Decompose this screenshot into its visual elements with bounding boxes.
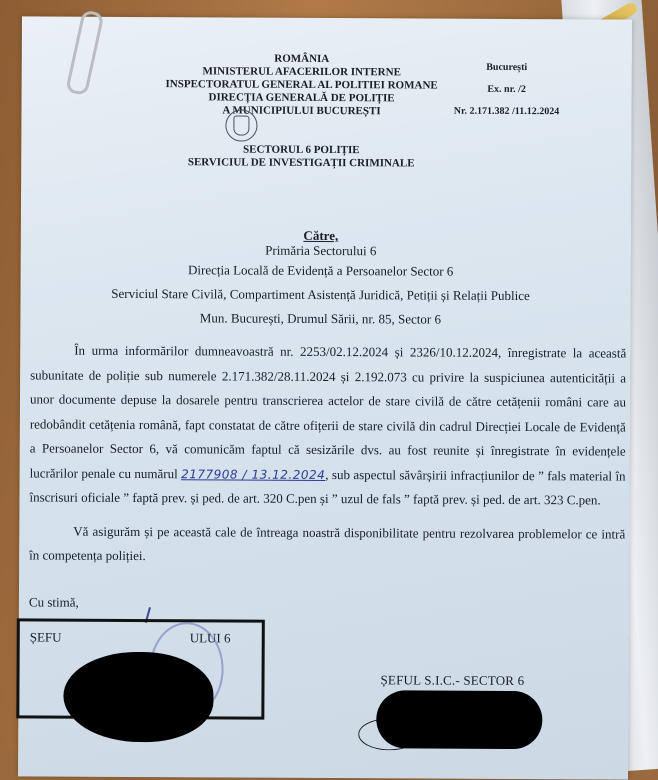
handwritten-case-number: 2177908 / 13.12.2024 <box>181 466 326 482</box>
redaction-left <box>63 652 213 743</box>
reference-block <box>421 57 591 124</box>
letterhead-line: A MUNICIPIULUI BUCUREȘTI <box>222 104 381 118</box>
police-crest-icon <box>225 109 257 141</box>
left-signature-box <box>16 618 265 719</box>
letterhead-line: ROMÂNIA <box>274 52 330 66</box>
recipient-line: Primăria Sectorului 6 <box>265 242 377 259</box>
registration-number: Nr. 2.171.382 /11.12.2024 <box>453 105 560 118</box>
recipient-line: Mun. București, Drumul Sării, nr. 85, Sector 6 <box>199 310 442 327</box>
salutation: Către, <box>303 227 339 244</box>
paragraph-2: Vă asigurăm și pe această cale de întreaga noastră disponibilitate pentru rezolvarea problemelor ce intră în competența poliției. <box>29 523 626 564</box>
recipient-block <box>80 227 561 333</box>
paragraph-1-text: În urma informărilor dumneavoastră nr. 2253/02.12.2024 și 2326/10.12.2024, înregistrate la această subunitate de poliție sub numerele 2.171.382/28.11.2024 și 2.192.073 cu privire la suspiciunea autenticității a unor documente depuse la dosarele pentru transcrierea actelor de stare civilă de către cetățenii români care au redobândit cetățenia română, fapt constatat de către ofițerii de stare civilă din cadrul Direcției Locale de Evidență a Persoanelor Sector 6, vă comunicăm faptul că sesizările dvs. au fost reunite și înregistrate în evidențele lucrărilor penale cu numărul <box>29 342 627 481</box>
official-letter <box>18 16 632 779</box>
recipient-line: Serviciul Stare Civilă, Compartiment Asistență Juridică, Petiții și Relații Publice <box>111 285 530 304</box>
redaction-right <box>376 690 542 749</box>
city: București <box>486 61 528 74</box>
unit-line: SERVICIUL DE INVESTIGAȚII CRIMINALE <box>187 156 415 170</box>
letter-body <box>29 338 626 571</box>
recipient-line: Direcția Locală de Evidență a Persoanelor Sector 6 <box>187 262 454 279</box>
copy-number: Ex. nr. /2 <box>487 83 526 96</box>
unit-name <box>151 143 451 171</box>
left-title-end: ULUI 6 <box>189 630 231 646</box>
paragraph-1 <box>29 338 626 513</box>
letterhead-line: DIRECȚIA GENERALĂ DE POLIȚIE <box>208 91 395 105</box>
letterhead-line: INSPECTORATUL GENERAL AL POLITIEI ROMANE <box>165 78 438 92</box>
letterhead <box>151 52 451 119</box>
letterhead-line: MINISTERUL AFACERILOR INTERNE <box>202 65 401 79</box>
paragraph-1-continued: , sub aspectul săvârșirii infracțiunilor de ” fals material în înscrisuri oficiale ” faptă prev. și ped. de art. 320 C.pen și ” uzul de fals ” faptă prev. și ped. de art. 323 C.pen. <box>29 466 626 508</box>
left-title-start: ȘEFU <box>29 629 62 645</box>
unit-line: SECTORUL 6 POLIȚIE <box>242 143 360 157</box>
paperclip-icon <box>65 9 104 96</box>
closing: Cu stimă, <box>28 594 79 610</box>
left-signature-title <box>29 629 231 646</box>
right-signature-title: ȘEFUL S.I.C.- SECTOR 6 <box>380 672 525 689</box>
